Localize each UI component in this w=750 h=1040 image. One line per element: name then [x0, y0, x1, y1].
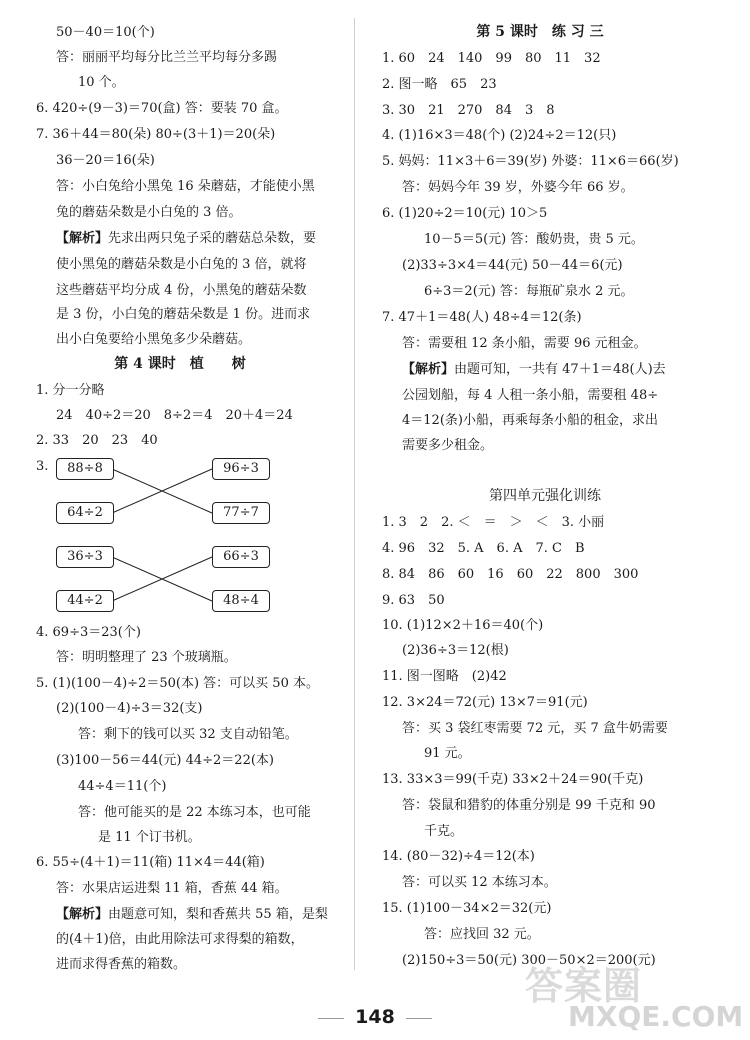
text-line: 10. (1)12×2＋16＝40(个) — [382, 618, 544, 633]
text-line: 15. (1)100－34×2＝32(元) — [382, 901, 552, 916]
text-line: (2)33÷3×4＝44(元) 50－44＝6(元) — [402, 258, 623, 273]
text-line: (3)100－56＝44(元) 44÷2＝22(本) — [56, 753, 274, 768]
match-box: 96÷3 — [212, 458, 270, 480]
match-box: 66÷3 — [212, 546, 270, 568]
text-line: 公园划船，每 4 人租一条小船，需要租 48÷ — [402, 388, 659, 403]
text-line: 答：可以买 12 本练习本。 — [402, 875, 557, 890]
text-line: 4＝12(条)小船，再乘每条小船的租金，求出 — [402, 413, 658, 428]
text-line: 6. (1)20÷2＝10(元) 10＞5 — [382, 206, 548, 221]
match-box: 88÷8 — [56, 458, 114, 480]
analysis-label: 【解析】 — [56, 231, 109, 246]
match-box: 77÷7 — [212, 502, 270, 524]
text-line: 是 3 份，小白兔的蘑菇朵数是 1 份。进而求 — [56, 307, 311, 322]
column-divider — [354, 18, 355, 970]
text-line: 9. 63 50 — [382, 593, 445, 608]
text-line: 答：需要租 12 条小船，需要 96 元租金。 — [402, 336, 647, 351]
text-line: 4. (1)16×3＝48(个) (2)24÷2＝12(只) — [382, 128, 617, 143]
text-line: 这些蘑菇平均分成 4 份，小黑兔的蘑菇朵数 — [56, 283, 307, 298]
text-line: 1. 3 2 2. ＜ ＝ ＞ ＜ 3. 小丽 — [382, 515, 605, 530]
text-line: 8. 84 86 60 16 60 22 800 300 — [382, 567, 639, 582]
text-line: (2)(100－4)÷3＝32(支) — [56, 701, 203, 716]
text-line: 答：明明整理了 23 个玻璃瓶。 — [56, 650, 237, 665]
text-line: 24 40÷2＝20 8÷2＝4 20＋4＝24 — [56, 408, 293, 423]
page-number: 148 — [355, 1006, 395, 1028]
analysis-line: 【解析】先求出两只兔子采的蘑菇总朵数，要 — [56, 231, 317, 246]
text-line: 需要多少租金。 — [402, 438, 494, 453]
text-line: 36－20＝16(朵) — [56, 153, 155, 168]
watermark-logo: 答案圈 — [525, 964, 643, 1008]
text-line: 50－40＝10(个) — [56, 25, 155, 40]
page-number-rule — [406, 1018, 432, 1019]
text-line: 14. (80－32)÷4＝12(本) — [382, 849, 535, 864]
text-line: 1. 分一分略 — [36, 383, 105, 398]
text-line: (2)36÷3＝12(根) — [402, 643, 509, 658]
text-line: 7. 47＋1＝48(人) 48÷4＝12(条) — [382, 310, 582, 325]
watermark-url: MXQE.COM — [568, 1000, 744, 1033]
text-line: 1. 60 24 140 99 80 11 32 — [382, 51, 601, 66]
text-line: 5. 妈妈：11×3＋6＝39(岁) 外婆：11×6＝66(岁) — [382, 154, 679, 169]
text-line: 10 个。 — [78, 75, 125, 90]
match-box: 48÷4 — [212, 590, 270, 612]
text-line: 4. 69÷3＝23(个) — [36, 625, 141, 640]
text-line: 2. 图一略 65 23 — [382, 77, 497, 92]
analysis-line: 【解析】由题可知，一共有 47＋1＝48(人)去 — [402, 362, 666, 377]
analysis-label: 【解析】 — [402, 362, 455, 377]
text-line: 答：袋鼠和猎豹的体重分别是 99 千克和 90 — [402, 798, 656, 813]
text-line: 进而求得香蕉的箱数。 — [56, 957, 187, 972]
text-line: 6÷3＝2(元) 答：每瓶矿泉水 2 元。 — [424, 284, 634, 299]
text-line: 答：他可能买的是 22 本练习本，也可能 — [78, 805, 311, 820]
text-line: 答：水果店运进梨 11 箱，香蕉 44 箱。 — [56, 881, 288, 896]
text-line: 12. 3×24＝72(元) 13×7＝91(元) — [382, 695, 588, 710]
text-line: 7. 36＋44＝80(朵) 80÷(3＋1)＝20(朵) — [36, 127, 276, 142]
section-title: 第 4 课时 植 树 — [114, 356, 246, 372]
text-line: 6. 420÷(9－3)＝70(盒) 答：要装 70 盒。 — [36, 101, 288, 116]
text-line: 答：买 3 袋红枣需要 72 元，买 7 盒牛奶需要 — [402, 721, 668, 736]
text-line: 3. 30 21 270 84 3 8 — [382, 103, 555, 118]
page-number-rule — [318, 1018, 344, 1019]
text-line: 4. 96 32 5. A 6. A 7. C B — [382, 541, 585, 556]
text-line: 13. 33×3＝99(千克) 33×2＋24＝90(千克) — [382, 772, 644, 787]
text-line: 兔的蘑菇朵数是小白兔的 3 倍。 — [56, 205, 242, 220]
text-line: 答：应找回 32 元。 — [424, 927, 540, 942]
match-box: 64÷2 — [56, 502, 114, 524]
text-line: 6. 55÷(4＋1)＝11(箱) 11×4＝44(箱) — [36, 855, 265, 870]
text-line: 答：小白兔给小黑兔 16 朵蘑菇，才能使小黑 — [56, 179, 315, 194]
text-line: 2. 33 20 23 40 — [36, 433, 158, 448]
text-line: 答：妈妈今年 39 岁，外婆今年 66 岁。 — [402, 180, 634, 195]
text-line: 3. — [36, 459, 49, 474]
text-line: 91 元。 — [424, 746, 471, 761]
analysis-line: 【解析】由题意可知，梨和香蕉共 55 箱，是梨 — [56, 907, 328, 922]
text-line: 千克。 — [424, 824, 464, 839]
text-line: 44÷4＝11(个) — [78, 779, 167, 794]
analysis-label: 【解析】 — [56, 907, 109, 922]
text-line: 使小黑兔的蘑菇朵数是小白兔的 3 倍，就将 — [56, 257, 307, 272]
text-line: 5. (1)(100－4)÷2＝50(本) 答：可以买 50 本。 — [36, 676, 319, 691]
text-line: 10－5＝5(元) 答：酸奶贵，贵 5 元。 — [424, 232, 644, 247]
text-line: 答：剩下的钱可以买 32 支自动铅笔。 — [78, 727, 298, 742]
text-line: 11. 图一图略 (2)42 — [382, 669, 507, 684]
text-line: 是 11 个订书机。 — [98, 830, 201, 845]
text-line: 答：丽丽平均每分比兰兰平均每分多踢 — [56, 50, 278, 65]
text-line: 的(4＋1)倍，由此用除法可求得梨的箱数， — [56, 932, 304, 947]
match-box: 44÷2 — [56, 590, 114, 612]
unit-title: 第四单元强化训练 — [489, 488, 601, 504]
text-line: 出小白兔要给小黑兔多少朵蘑菇。 — [56, 332, 252, 347]
section-title: 第 5 课时 练 习 三 — [476, 24, 604, 40]
text-line: (2)150÷3＝50(元) 300－50×2＝200(元) — [402, 953, 656, 968]
match-box: 36÷3 — [56, 546, 114, 568]
